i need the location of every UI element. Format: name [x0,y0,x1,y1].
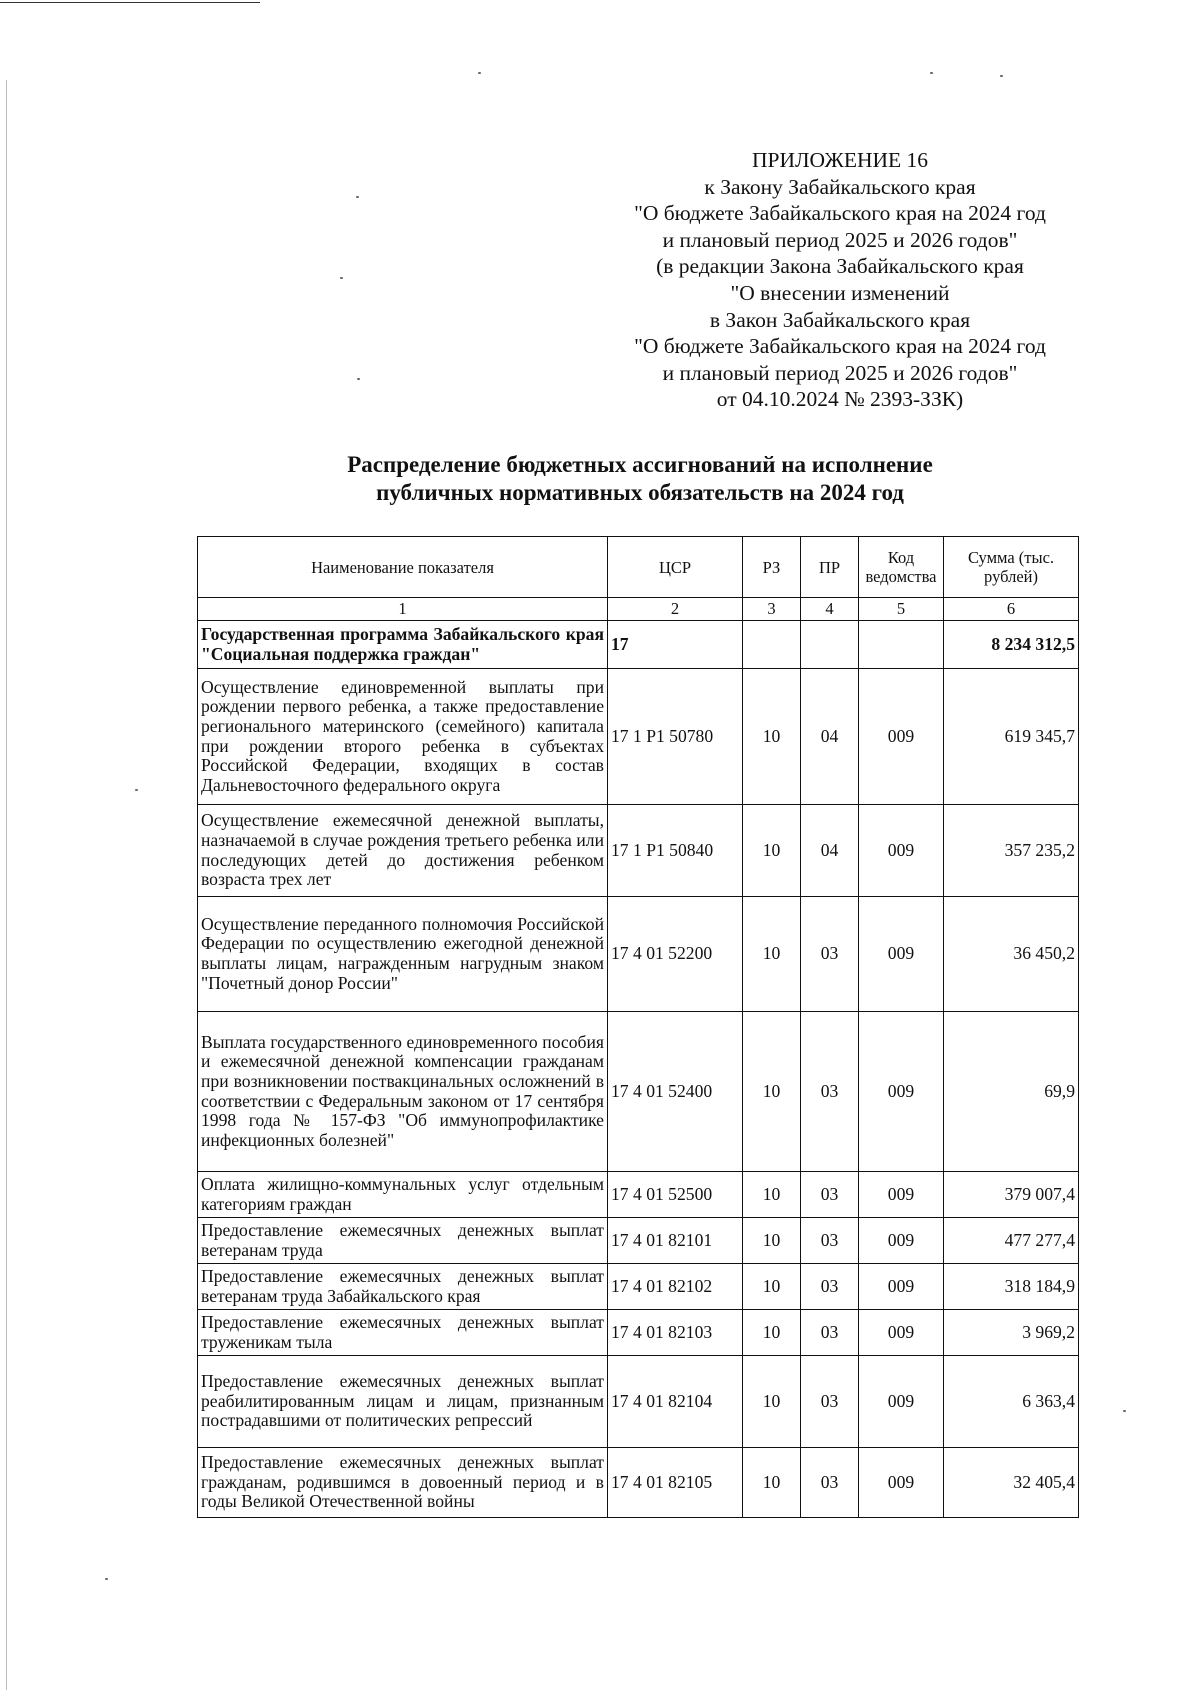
document-title-line: Распределение бюджетных ассигнований на исполнение [347,452,933,477]
table-row [198,669,1079,805]
appendix-line: "О бюджете Забайкальского края на 2024 год [634,334,1046,359]
budget-table [197,536,1079,1518]
column-number: 5 [859,598,944,621]
document-title-line: публичных нормативных обязательств на 2024 год [376,480,904,505]
row-csr: 17 4 01 82102 [608,1264,743,1310]
header-name: Наименование показателя [198,537,608,598]
column-number: 1 [198,598,608,621]
row-ved: 009 [859,1356,944,1448]
row-rz: 10 [743,1448,801,1518]
scan-speck [478,72,481,74]
row-name: Государственная программа Забайкальского края "Социальная поддержка граждан" [198,621,608,669]
row-rz: 10 [743,1310,801,1356]
appendix-line: ПРИЛОЖЕНИЕ 16 [751,148,929,172]
row-rz: 10 [743,1264,801,1310]
row-pr: 03 [801,1448,859,1518]
appendix-line: в Закон Забайкальского края [709,307,971,332]
appendix-line: к Закону Забайкальского края [704,174,976,199]
row-pr: 03 [801,1012,859,1172]
row-ved: 009 [859,1172,944,1218]
header-ved: Код ведомства [859,537,944,598]
appendix-header [600,147,1080,413]
row-csr: 17 1 Р1 50840 [608,805,743,897]
table-row [198,1264,1079,1310]
row-csr: 17 4 01 82101 [608,1218,743,1264]
row-pr: 04 [801,669,859,805]
row-name: Предоставление ежемесячных денежных выплат ветеранам труда Забайкальского края [198,1264,608,1310]
document-title [250,451,1030,507]
scan-speck [356,196,359,198]
row-pr [801,621,859,669]
row-rz: 10 [743,1172,801,1218]
row-ved: 009 [859,897,944,1012]
table-row [198,897,1079,1012]
row-ved: 009 [859,1264,944,1310]
row-csr: 17 4 01 52200 [608,897,743,1012]
row-rz: 10 [743,669,801,805]
row-sum: 6 363,4 [944,1356,1079,1448]
row-sum: 32 405,4 [944,1448,1079,1518]
scan-speck [105,1578,108,1580]
row-name: Предоставление ежемесячных денежных выплат ветеранам труда [198,1218,608,1264]
row-sum: 3 969,2 [944,1310,1079,1356]
row-rz: 10 [743,897,801,1012]
row-csr: 17 [608,621,743,669]
column-number: 2 [608,598,743,621]
scan-speck [135,789,138,791]
row-sum: 619 345,7 [944,669,1079,805]
row-sum: 379 007,4 [944,1172,1079,1218]
row-csr: 17 4 01 52500 [608,1172,743,1218]
row-name: Предоставление ежемесячных денежных выплат гражданам, родившимся в довоенный период и в годы Великой Отечественной войны [198,1448,608,1518]
row-pr: 03 [801,1356,859,1448]
row-rz: 10 [743,1356,801,1448]
row-csr: 17 4 01 82105 [608,1448,743,1518]
row-ved: 009 [859,1448,944,1518]
column-number: 4 [801,598,859,621]
appendix-line: (в редакции Закона Забайкальского края [656,254,1024,279]
appendix-line: и плановый период 2025 и 2026 годов" [662,360,1018,385]
row-rz: 10 [743,805,801,897]
row-pr: 03 [801,1264,859,1310]
row-ved: 009 [859,805,944,897]
appendix-line: "О внесении изменений [730,280,950,305]
row-name: Предоставление ежемесячных денежных выплат труженикам тыла [198,1310,608,1356]
row-pr: 03 [801,1218,859,1264]
row-name: Выплата государственного единовременного пособия и ежемесячной денежной компенсации гражданам при возникновении поствакцинальных осложнений в соответствии с Федеральным законом от 17 сентября 1998 года № 157-ФЗ "Об иммунопрофилактике инфекционных болезней" [198,1012,608,1172]
table-row [198,621,1079,669]
table-header-row [198,537,1079,598]
header-rz: РЗ [743,537,801,598]
row-rz: 10 [743,1012,801,1172]
table-row [198,1218,1079,1264]
column-number: 6 [944,598,1079,621]
header-pr: ПР [801,537,859,598]
table-row [198,805,1079,897]
column-number: 3 [743,598,801,621]
table-row [198,1310,1079,1356]
row-name: Осуществление ежемесячной денежной выплаты, назначаемой в случае рождения третьего ребенка или последующих детей до достижения ребенком возраста трех лет [198,805,608,897]
row-rz: 10 [743,1218,801,1264]
table-row [198,1172,1079,1218]
row-ved: 009 [859,1218,944,1264]
row-ved: 009 [859,1012,944,1172]
row-rz [743,621,801,669]
row-csr: 17 4 01 82104 [608,1356,743,1448]
scan-speck [1123,1410,1126,1412]
row-pr: 03 [801,897,859,1012]
row-sum: 69,9 [944,1012,1079,1172]
row-sum: 477 277,4 [944,1218,1079,1264]
header-csr: ЦСР [608,537,743,598]
row-csr: 17 4 01 52400 [608,1012,743,1172]
row-name: Осуществление единовременной выплаты при рождении первого ребенка, а также предоставление регионального материнского (семейного) капитала при рождении второго ребенка в субъектах Российской Федерации, входящих в состав Дальневосточного федерального округа [198,669,608,805]
scan-speck [930,72,933,74]
table-row [198,1356,1079,1448]
row-csr: 17 1 Р1 50780 [608,669,743,805]
scan-speck [1000,75,1003,77]
row-ved: 009 [859,669,944,805]
row-sum: 318 184,9 [944,1264,1079,1310]
row-pr: 03 [801,1310,859,1356]
row-csr: 17 4 01 82103 [608,1310,743,1356]
row-pr: 04 [801,805,859,897]
header-sum: Сумма (тыс. рублей) [944,537,1079,598]
row-name: Предоставление ежемесячных денежных выплат реабилитированным лицам и лицам, признанным пострадавшими от политических репрессий [198,1356,608,1448]
scan-edge [0,2,260,3]
table-row [198,1012,1079,1172]
scan-edge [6,80,7,1690]
row-sum: 357 235,2 [944,805,1079,897]
scan-speck [357,378,360,380]
row-ved: 009 [859,1310,944,1356]
table-row [198,1448,1079,1518]
row-sum: 36 450,2 [944,897,1079,1012]
scan-speck [340,277,343,279]
appendix-line: и плановый период 2025 и 2026 годов" [662,227,1018,252]
column-number-row [198,598,1079,621]
row-name: Осуществление переданного полномочия Российской Федерации по осуществлению ежегодной денежной выплаты лицам, награжденным нагрудным знаком "Почетный донор России" [198,897,608,1012]
row-name: Оплата жилищно-коммунальных услуг отдельным категориям граждан [198,1172,608,1218]
row-pr: 03 [801,1172,859,1218]
appendix-line: от 04.10.2024 № 2393-ЗЗК) [716,387,964,412]
row-sum: 8 234 312,5 [944,621,1079,669]
row-ved [859,621,944,669]
appendix-line: "О бюджете Забайкальского края на 2024 год [634,201,1046,226]
